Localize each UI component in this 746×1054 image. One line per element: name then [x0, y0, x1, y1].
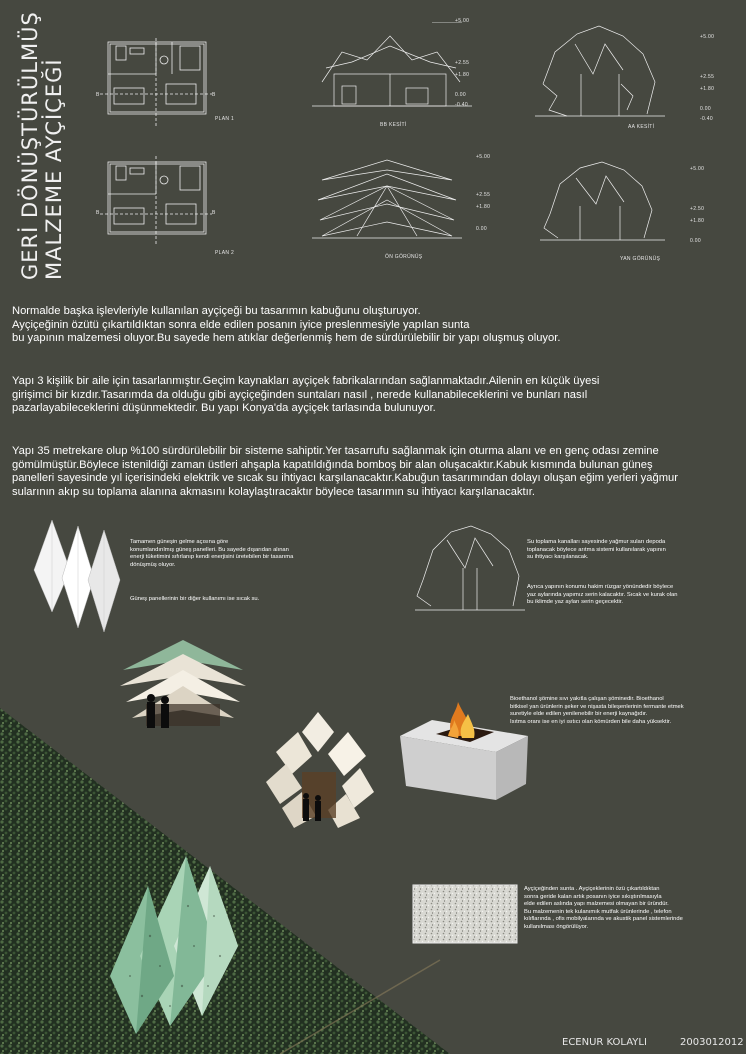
- front-level-b: +1.80: [476, 204, 491, 210]
- water-collection-diagram: [415, 522, 525, 618]
- paragraph-line: girişimci bir kızdır.Tasarımda da olduğu gibi ayçiçeğinden suntaları nasıl , nerede kullanabileceklerini ve bunları nasıl: [12, 388, 588, 401]
- note-line: Isıtma oranı ise en iyi ısıtıcı olan kömürden bile daha yüksektir.: [510, 718, 672, 725]
- solar-hot-water-note: Güneş panellerinin bir diğer kullanımı ise sıcak su.: [130, 596, 260, 602]
- note-line: dönüşmüş oluyor.: [130, 561, 176, 568]
- plan-1-axis-b2: B: [212, 92, 216, 98]
- aa-level-d: -0.40: [700, 116, 713, 122]
- plan-1-label: PLAN 1: [215, 116, 235, 122]
- poster-title: [18, 11, 66, 280]
- solar-note: [130, 539, 370, 569]
- note-line: Su toplama kanalları sayesinde yağmur suları depoda: [527, 539, 666, 545]
- bb-section-label: BB KESİTİ: [380, 122, 407, 128]
- aa-level-a: +2.55: [700, 74, 715, 80]
- title-line-1: GERİ DÖNÜŞTÜRÜLMÜŞ: [18, 11, 42, 280]
- side-level-a: +2.50: [690, 206, 705, 212]
- bb-level-c: 0.00: [455, 92, 466, 98]
- note-line: Ayrıca yapının konumu hakim rüzgar yönündedir böylece: [527, 584, 674, 590]
- aa-section-drawing: [535, 24, 665, 128]
- bb-level-top: +5.00: [455, 18, 470, 24]
- note-line: Bioethanol şömine sıvı yakıtla çalışan şöminedir. Bioethanol: [510, 696, 664, 702]
- side-level-b: +1.80: [690, 218, 705, 224]
- paragraph-line: gömülmüştür.Böylece istenildiği zaman üstleri ahşapla kapatıldığında bomboş bir alan oluşacaktır.Kabuk kısmında bulunan güneş: [12, 458, 653, 471]
- author-name: ECENUR KOLAYLI: [562, 1037, 647, 1048]
- paragraph-line: sularının akıp su toplama alanına akmasını kolaylaştıracaktır böylece tasarımın su ihtiyacı karşılanacaktır.: [12, 485, 535, 498]
- aa-level-b: +1.80: [700, 86, 715, 92]
- aa-section-label: AA KESİTİ: [628, 124, 655, 130]
- plan-2-label: PLAN 2: [215, 250, 235, 256]
- paragraph-line: Ayçiçeğinin özütü çıkartıldıktan sonra elde edilen posanın iyice preslenmesiyle yapılan sunta: [12, 318, 470, 331]
- note-line: kullanılması öngörülüyor.: [524, 923, 589, 930]
- note-line: Tamamen güneşin gelme açısına göre: [130, 539, 229, 545]
- paragraph-line: pazarlayabileceklerini düşünmektedir. Bu yapı Konya'da ayçiçek tarlasında bulunuyor.: [12, 402, 436, 415]
- note-line: bu iklimde yaz ayları serin geçecektir.: [527, 599, 624, 606]
- note-line: elde edilen aslında yapı malzemesi olmayan bir üründür.: [524, 901, 669, 908]
- front-level-top: +5.00: [476, 154, 491, 160]
- canopy-render-1: [118, 640, 248, 732]
- wind-note: [527, 584, 737, 607]
- plan-2-axis-b: B: [96, 210, 100, 216]
- note-line: Bu malzemenin tek kulanımık mutfak ürünlerinde , telefon: [524, 908, 672, 915]
- bb-section-drawing: [312, 22, 472, 122]
- front-elevation-drawing: [312, 156, 462, 254]
- note-line: su ihtiyacı karşılanacak.: [527, 554, 589, 561]
- note-line: Ayçiçeğinden sunta . Ayçiçeklerinin özü çıkartıldıktan: [524, 886, 660, 892]
- sunta-note: [524, 886, 740, 932]
- note-line: toplanacak böylece arıtma sistemi kullanılarak yapının: [527, 546, 666, 553]
- paragraph-family: [12, 375, 737, 416]
- note-line: enerji tüketimini sıfırlanıp kendi enerjisini üretebilen bir tasarıma: [130, 554, 294, 561]
- bb-level-d: -0.40: [455, 102, 468, 108]
- side-elevation-drawing: [540, 158, 665, 250]
- side-elevation-label: YAN GÖRÜNÜŞ: [620, 256, 661, 262]
- paragraph-line: Yapı 3 kişilik bir aile için tasarlanmıştır.Geçim kaynakları ayçiçek fabrikalarından sağlanmaktadır.Ailenin en küçük üyesi: [12, 375, 600, 387]
- front-elevation-label: ÖN GÖRÜNÜŞ: [385, 254, 423, 260]
- paragraph-material: [12, 305, 737, 346]
- aa-level-c: 0.00: [700, 106, 711, 112]
- plan-2-axis-b2: B: [212, 210, 216, 216]
- paragraph-line: Normalde başka işlevleriyle kullanılan ayçiçeği bu tasarımın kabuğunu oluşturuyor.: [12, 305, 421, 317]
- note-line: bitkisel yan ürünlerin şeker ve nişasta bileşenlerinin fermante etmek: [510, 703, 684, 710]
- note-line: kılıflarında , ofis mobilyalarında ve akustik panel sistemlerinde: [524, 916, 683, 923]
- note-line: suretiyle elde edilen yenilenebilir bir enerji kaynağıdır.: [510, 711, 648, 718]
- plan-1-drawing: [96, 38, 226, 130]
- plan-1-axis-b: B: [96, 92, 100, 98]
- paragraph-line: Yapı 35 metrekare olup %100 sürdürülebilir bir sisteme sahiptir.Yer tasarrufu sağlanmak için oturma alanı ve en genç odası zemine: [12, 445, 659, 457]
- side-level-c: 0.00: [690, 238, 701, 244]
- water-note: [527, 539, 737, 562]
- front-level-a: +2.55: [476, 192, 491, 198]
- note-line: yaz aylarında yapımız serin kalacaktır. Sıcak ve kurak olan: [527, 591, 678, 598]
- bb-level-b: +1.80: [455, 72, 470, 78]
- paragraph-line: bu yapının malzemesi oluyor.Bu sayede hem atıklar değerlenmiş hem de sürdürülebilir bir yapı oluşmuş oluyor.: [12, 332, 561, 345]
- green-canopy-render: [90, 856, 250, 1036]
- bioethanol-note: [510, 696, 740, 726]
- aa-level-top: +5.00: [700, 34, 715, 40]
- canopy-render-2: [262, 712, 377, 830]
- paragraph-line: panelleri sayesinde yıl içerisindeki elektrik ve sıcak su ihtiyacı karşılanacaktır.Kabuğun tasarımından dolayı oluşan eğim yerleri yağmur: [12, 472, 678, 485]
- front-level-c: 0.00: [476, 226, 487, 232]
- solar-panels-illustration: [30, 520, 130, 638]
- side-level-top: +5.00: [690, 166, 705, 172]
- plan-2-drawing: [96, 156, 226, 248]
- note-line: konumlandırılmış güneş panelleri. Bu sayede dışarıdan alınan: [130, 546, 289, 553]
- bb-level-a: +2.55: [455, 60, 470, 66]
- note-line: sonra geride kalan artık posanın iyice sıkıştırılmasıyla: [524, 893, 662, 900]
- title-line-2: MALZEME AYÇİÇEĞİ: [42, 58, 66, 280]
- student-number: 2003012012: [680, 1037, 744, 1048]
- paragraph-sustainability: [12, 445, 737, 499]
- sunflower-board-sample: [412, 884, 518, 944]
